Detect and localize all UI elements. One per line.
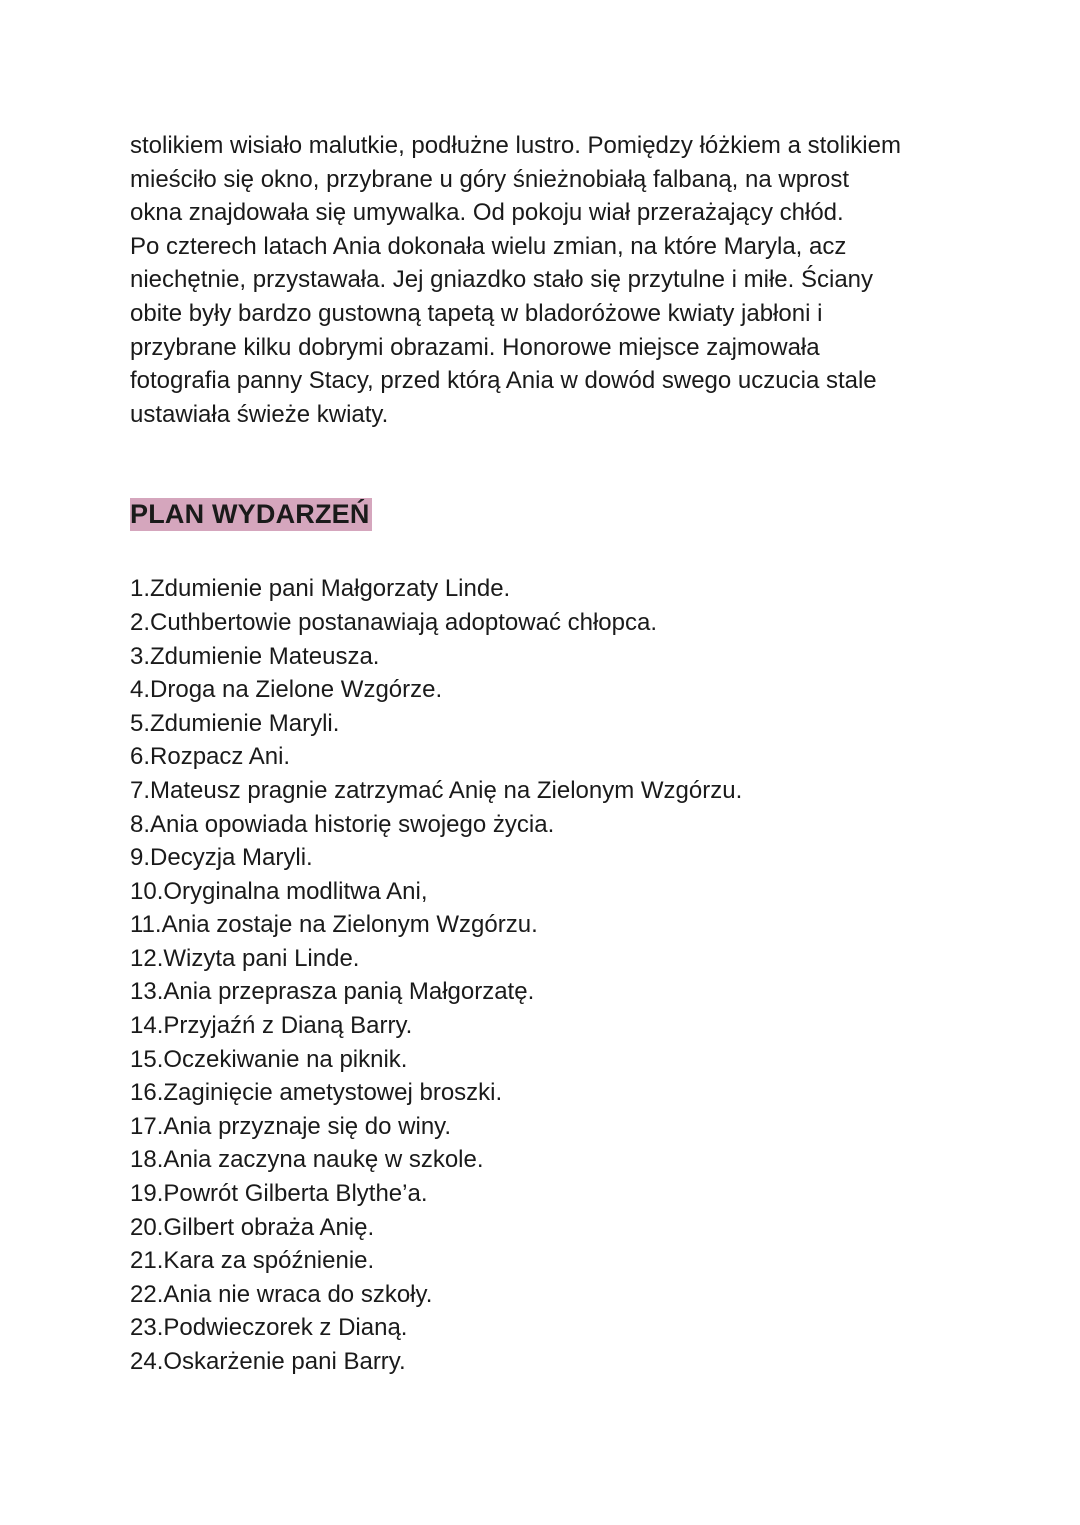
room-description-paragraph [130,129,1030,431]
list-item: 20.Gilbert obraża Anię. [130,1213,375,1241]
list-item: 16.Zaginięcie ametystowej broszki. [130,1079,503,1107]
list-item: 22.Ania nie wraca do szkoły. [130,1280,433,1308]
list-item: 18.Ania zaczyna naukę w szkole. [130,1146,484,1174]
list-item: 3.Zdumienie Mateusza. [130,642,380,670]
list-item: 8.Ania opowiada historię swojego życia. [130,810,555,838]
events-plan-list [130,572,1030,1378]
list-item: 19.Powrót Gilberta Blythe’a. [130,1180,428,1208]
list-item: 2.Cuthbertowie postanawiają adoptować chłopca. [130,608,658,636]
list-item: 21.Kara za spóźnienie. [130,1247,375,1275]
paragraph-line: Po czterech latach Ania dokonała wielu zmian, na które Maryla, acz [130,232,847,260]
paragraph-line: fotografia panny Stacy, przed którą Ania w dowód swego uczucia stale [130,367,877,395]
list-item: 5.Zdumienie Maryli. [130,709,340,737]
list-item: 11.Ania zostaje na Zielonym Wzgórzu. [130,911,538,939]
list-item: 4.Droga na Zielone Wzgórze. [130,676,443,704]
paragraph-line: obite były bardzo gustowną tapetą w bladoróżowe kwiaty jabłoni i [130,299,823,327]
list-item: 14.Przyjaźń z Dianą Barry. [130,1012,413,1040]
section-heading: PLAN WYDARZEŃ [130,499,370,530]
paragraph-line: przybrane kilku dobrymi obrazami. Honorowe miejsce zajmowała [130,333,820,361]
paragraph-line: okna znajdowała się umywalka. Od pokoju wiał przerażający chłód. [130,199,844,227]
list-item: 13.Ania przeprasza panią Małgorzatę. [130,978,535,1006]
list-item: 12.Wizyta pani Linde. [130,944,360,972]
paragraph-line: ustawiała świeże kwiaty. [130,400,389,428]
list-item: 17.Ania przyznaje się do winy. [130,1112,452,1140]
list-item: 24.Oskarżenie pani Barry. [130,1348,406,1375]
list-item: 6.Rozpacz Ani. [130,743,291,771]
section-heading-container [130,498,1030,538]
list-item: 10.Oryginalna modlitwa Ani, [130,877,428,905]
list-item: 7.Mateusz pragnie zatrzymać Anię na Zielonym Wzgórzu. [130,776,743,804]
list-item: 23.Podwieczorek z Dianą. [130,1314,408,1342]
paragraph-line: niechętnie, przystawała. Jej gniazdko stało się przytulne i miłe. Ściany [130,266,874,294]
paragraph-line: stolikiem wisiało malutkie, podłużne lustro. Pomiędzy łóżkiem a stolikiem [130,132,901,159]
list-item: 1.Zdumienie pani Małgorzaty Linde. [130,575,511,603]
list-item: 9.Decyzja Maryli. [130,844,313,872]
document-page [130,129,1030,1379]
list-item: 15.Oczekiwanie na piknik. [130,1045,408,1073]
paragraph-line: mieściło się okno, przybrane u góry śnieżnobiałą falbaną, na wprost [130,165,850,193]
